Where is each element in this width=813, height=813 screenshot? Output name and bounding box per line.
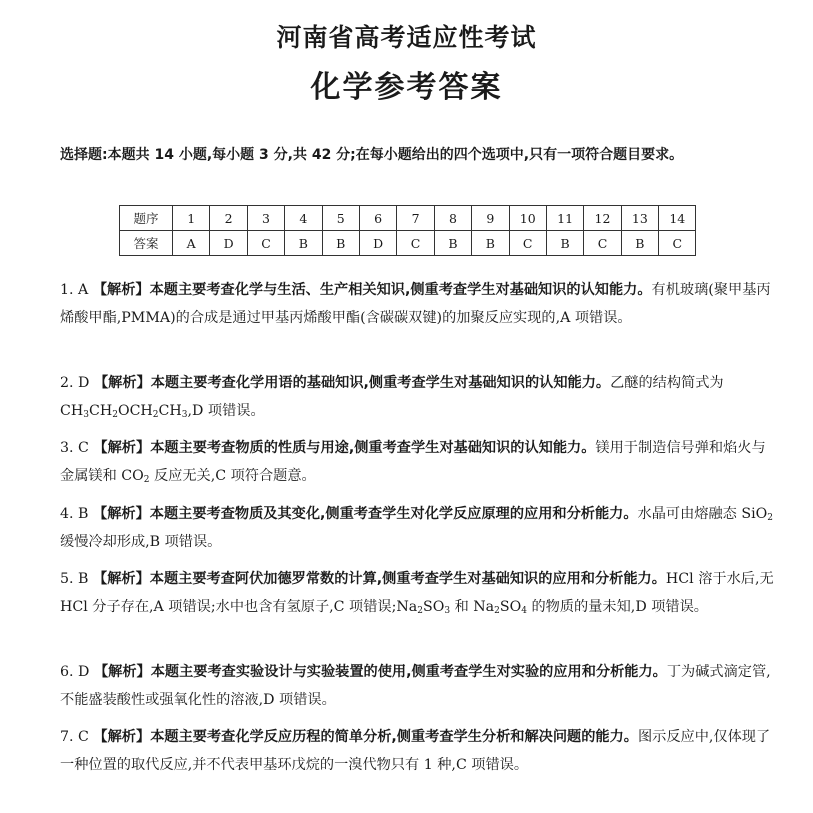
item-lead: 本题主要考查化学与生活、生产相关知识,侧重考查学生对基础知识的认知能力。	[149, 282, 652, 298]
explanation-item	[60, 658, 776, 714]
question-number: 5	[322, 206, 359, 231]
item-lead: 本题主要考查物质及其变化,侧重考查学生对化学反应原理的应用和分析能力。	[149, 506, 638, 522]
item-number: 2. D	[60, 375, 90, 391]
item-number: 7. C	[60, 729, 89, 745]
question-number: 3	[247, 206, 284, 231]
question-number: 8	[434, 206, 471, 231]
analysis-tag: 【解析】	[92, 282, 150, 298]
item-number: 5. B	[60, 571, 89, 587]
section-instructions: 选择题:本题共 14 小题,每小题 3 分,共 42 分;在每小题给出的四个选项中,只有一项符合题目要求。	[60, 147, 684, 163]
item-text: 乙醚的结构简式为 CH	[60, 375, 724, 419]
item-number: 6. D	[60, 664, 90, 680]
item-text: HCl 溶于水后,无 HCl 分子存在,A 项错误;水中也含有氢原子,C 项错误;Na	[60, 571, 774, 615]
question-number: 10	[509, 206, 546, 231]
analysis-tag: 【解析】	[93, 440, 151, 456]
item-text: 水晶可由熔融态 SiO	[637, 506, 768, 522]
item-lead: 本题主要考查实验设计与实验装置的使用,侧重考查学生对实验的应用和分析能力。	[150, 664, 667, 680]
answer-cell: B	[285, 231, 322, 256]
answer-cell: D	[210, 231, 247, 256]
answer-cell: D	[359, 231, 396, 256]
answer-cell: B	[322, 231, 359, 256]
row-label: 答案	[120, 231, 173, 256]
explanation-item	[60, 276, 776, 332]
item-text: 丁为碱式滴定管,不能盛装酸性或强氧化性的溶液,D 项错误。	[60, 664, 771, 708]
row-label: 题序	[120, 206, 173, 231]
item-number: 1. A	[60, 282, 89, 298]
question-number: 4	[285, 206, 322, 231]
answer-cell: B	[472, 231, 509, 256]
question-number: 11	[546, 206, 583, 231]
analysis-tag: 【解析】	[93, 664, 151, 680]
item-number: 3. C	[60, 440, 89, 456]
question-number: 7	[397, 206, 434, 231]
answer-cell: A	[173, 231, 210, 256]
item-text: 图示反应中,仅体现了一种位置的取代反应,并不代表甲基环戊烷的一溴代物只有 1 种,C 项错误。	[60, 729, 771, 773]
answer-table	[119, 205, 696, 256]
question-number: 6	[359, 206, 396, 231]
item-lead: 本题主要考查物质的性质与用途,侧重考查学生对基础知识的认知能力。	[150, 440, 596, 456]
answer-row	[120, 231, 696, 256]
item-number: 4. B	[60, 506, 89, 522]
explanation-item: 4. B 【解析】本题主要考查物质及其变化,侧重考查学生对化学反应原理的应用和分析能力。水晶可由熔融态 SiO$_2$ 缓慢冷却形成,B 项错误。	[60, 506, 773, 550]
analysis-tag: 【解析】	[93, 729, 151, 745]
answer-cell: C	[659, 231, 696, 256]
explanation-item: 3. C 【解析】本题主要考查物质的性质与用途,侧重考查学生对基础知识的认知能力。镁用于制造信号弹和焰火与金属镁和 $CO_2$ 反应无关,C 项符合题意。	[60, 440, 766, 485]
question-number: 12	[584, 206, 621, 231]
answer-cell: B	[621, 231, 658, 256]
question-number: 14	[659, 206, 696, 231]
answer-key-title: 化学参考答案	[310, 70, 503, 105]
analysis-tag: 【解析】	[93, 506, 150, 522]
answer-cell: B	[546, 231, 583, 256]
answer-cell: C	[397, 231, 434, 256]
question-number: 13	[621, 206, 658, 231]
explanation-item: 2. D 【解析】本题主要考查化学用语的基础知识,侧重考查学生对基础知识的认知能力。乙醚的结构简式为 $CH_3CH_2OCH_2CH_3,D$ 项错误。	[60, 375, 724, 420]
answer-cell: C	[509, 231, 546, 256]
question-number: 9	[472, 206, 509, 231]
explanation-item	[60, 723, 776, 779]
item-lead: 本题主要考查化学反应历程的简单分析,侧重考查学生分析和解决问题的能力。	[150, 729, 638, 745]
item-text: 镁用于制造信号弹和焰火与金属镁和 CO	[60, 440, 766, 484]
question-number: 1	[173, 206, 210, 231]
question-number-row	[120, 206, 696, 231]
answer-cell: C	[247, 231, 284, 256]
item-text: 有机玻璃(聚甲基丙烯酸甲酯,PMMA)的合成是通过甲基丙烯酸甲酯(含碳碳双键)的加聚反应实现的,A 项错误。	[60, 282, 771, 326]
question-number: 2	[210, 206, 247, 231]
analysis-tag: 【解析】	[93, 571, 150, 587]
explanation-item: 5. B 【解析】本题主要考查阿伏加德罗常数的计算,侧重考查学生对基础知识的应用和分析能力。HCl 溶于水后,无 HCl 分子存在,A 项错误;水中也含有氢原子,C 项错误$;Na_2SO_3$ 和 $Na_2SO_4$ 的物质的量未知,D 项错误。	[60, 571, 774, 616]
exam-title: 河南省高考适应性考试	[276, 23, 537, 52]
item-lead: 本题主要考查化学用语的基础知识,侧重考查学生对基础知识的认知能力。	[150, 375, 611, 391]
analysis-tag: 【解析】	[93, 375, 151, 391]
item-lead: 本题主要考查阿伏加德罗常数的计算,侧重考查学生对基础知识的应用和分析能力。	[149, 571, 666, 587]
answer-cell: C	[584, 231, 621, 256]
answer-cell: B	[434, 231, 471, 256]
